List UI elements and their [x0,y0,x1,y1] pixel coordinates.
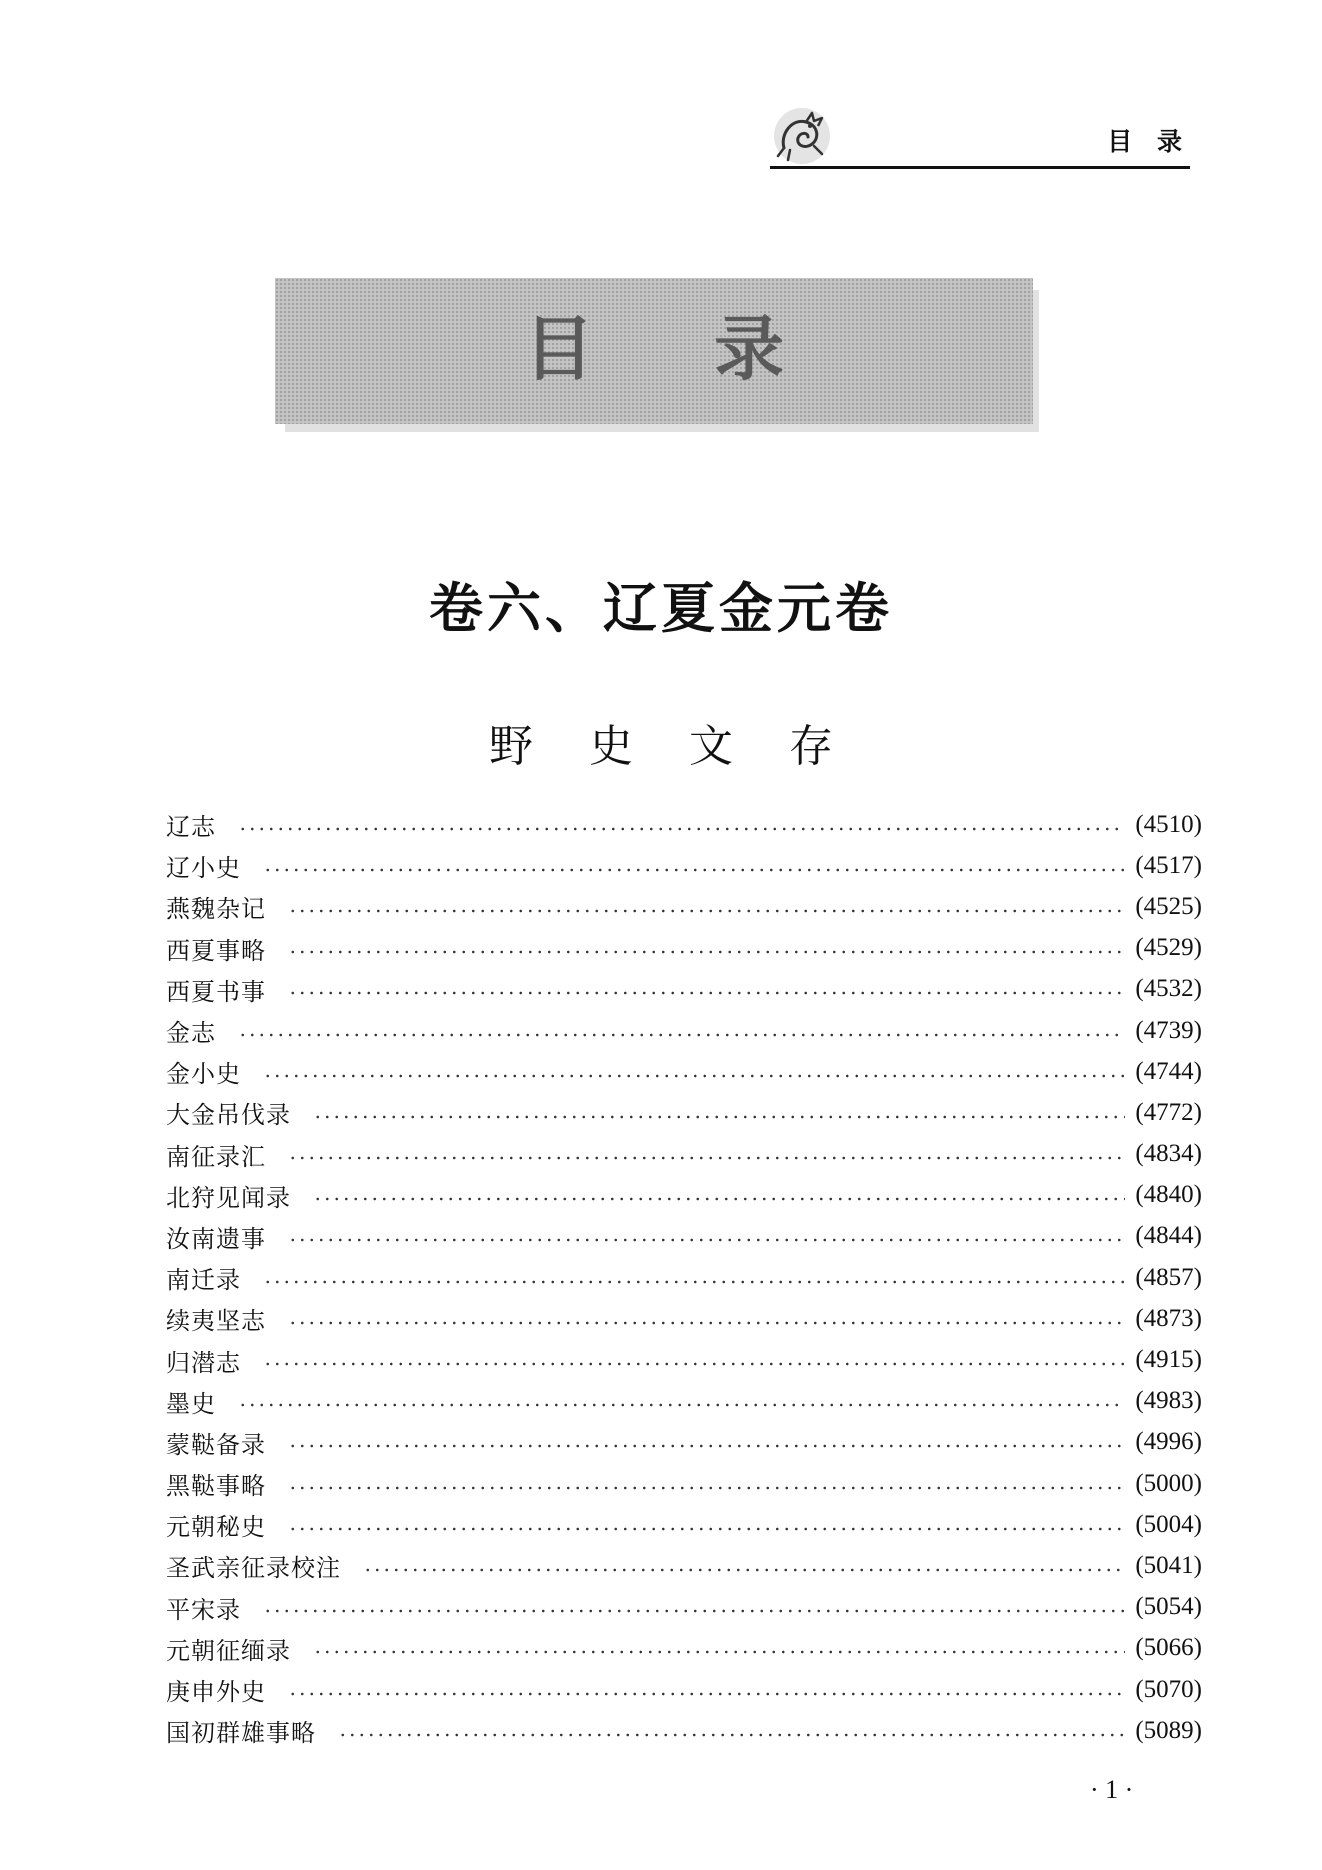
toc-entry[interactable] [166,886,1202,927]
toc-entry-page: (4772) [1135,1098,1202,1126]
header-rule [770,166,1190,169]
dot-leader [288,1444,1125,1448]
toc-entry-title: 南迁录 [166,1266,241,1295]
toc-entry[interactable] [166,969,1202,1010]
page-number: · 1 · [1090,1775,1134,1804]
toc-entry[interactable] [166,1339,1202,1380]
dot-leader [288,1156,1125,1160]
toc-entry-page: (5004) [1135,1510,1202,1538]
toc-entry[interactable] [166,1504,1202,1545]
toc-entry-page: (4739) [1135,1016,1202,1044]
toc-entry-page: (4840) [1135,1181,1202,1209]
toc-entry-page: (4834) [1135,1140,1202,1168]
toc-entry[interactable] [166,1710,1202,1751]
running-header-title: 目 录 [1107,127,1190,156]
toc-entry-title: 圣武亲征录校注 [166,1554,341,1583]
toc-entry-page: (4857) [1135,1263,1202,1291]
toc-entry-title: 归潜志 [166,1348,241,1377]
dot-leader [263,1280,1125,1284]
toc-entry-title: 金小史 [166,1060,241,1089]
dot-leader [238,1033,1125,1037]
toc-entry-page: (4510) [1135,810,1202,838]
dot-leader [288,991,1125,995]
toc-entry-title: 辽小史 [166,854,241,883]
toc-entry[interactable] [166,1422,1202,1463]
dot-leader [313,1650,1125,1654]
toc-entry[interactable] [166,1545,1202,1586]
toc-entry-page: (5054) [1135,1593,1202,1621]
toc-entry[interactable] [166,1257,1202,1298]
toc-entry[interactable] [166,928,1202,969]
toc-entry-title: 西夏事略 [166,936,266,965]
toc-entry[interactable] [166,1381,1202,1422]
toc-entry-title: 西夏书事 [166,977,266,1006]
dot-leader [313,1197,1125,1201]
toc-entry-page: (4844) [1135,1222,1202,1250]
toc-entry-page: (4744) [1135,1057,1202,1085]
toc-entry-title: 南征录汇 [166,1142,266,1171]
toc-entry-title: 国初群雄事略 [166,1719,316,1748]
running-header [770,104,1190,170]
dragon-emblem-icon [770,104,834,168]
dot-leader [238,827,1125,831]
dot-leader [263,1609,1125,1613]
toc-entry-title: 北狩见闻录 [166,1183,291,1212]
toc-entry[interactable] [166,1175,1202,1216]
toc-entry-title: 燕魏杂记 [166,895,266,924]
toc-entry-title: 辽志 [166,813,216,842]
dot-leader [288,1486,1125,1490]
volume-title: 卷六、辽夏金元卷 [429,577,893,640]
toc-entry-page: (5070) [1135,1675,1202,1703]
toc-entry[interactable] [166,1628,1202,1669]
dot-leader [288,909,1125,913]
toc-entry[interactable] [166,845,1202,886]
dot-leader [288,1692,1125,1696]
toc-entry[interactable] [166,1051,1202,1092]
toc-entry-title: 黑鞑事略 [166,1472,266,1501]
toc-entry-page: (5089) [1135,1716,1202,1744]
toc-entry-page: (4517) [1135,851,1202,879]
toc-entry-title: 蒙鞑备录 [166,1430,266,1459]
toc-entry[interactable] [166,1216,1202,1257]
toc-entry-page: (4525) [1135,892,1202,920]
dot-leader [238,1403,1125,1407]
dot-leader [338,1733,1125,1737]
toc-entry-title: 大金吊伐录 [166,1101,291,1130]
section-title: 野史文存 [489,721,889,772]
toc-entry[interactable] [166,1587,1202,1628]
toc-entry-page: (4532) [1135,975,1202,1003]
banner-title: 目录 [524,307,904,390]
toc-entry-page: (5066) [1135,1634,1202,1662]
toc-entry-page: (4996) [1135,1428,1202,1456]
dot-leader [313,1115,1125,1119]
toc-entry[interactable] [166,1463,1202,1504]
toc-entry-title: 汝南遗事 [166,1224,266,1253]
title-banner [275,278,1033,424]
toc-entry-page: (4915) [1135,1346,1202,1374]
toc-entry[interactable] [166,1134,1202,1175]
toc-entry[interactable] [166,1669,1202,1710]
table-of-contents [166,804,1202,1751]
toc-entry[interactable] [166,804,1202,845]
toc-entry[interactable] [166,1010,1202,1051]
toc-entry-page: (4873) [1135,1304,1202,1332]
dot-leader [263,1074,1125,1078]
toc-entry-title: 平宋录 [166,1595,241,1624]
toc-entry-title: 元朝征缅录 [166,1636,291,1665]
toc-entry-title: 续夷坚志 [166,1307,266,1336]
dot-leader [288,1527,1125,1531]
toc-entry-page: (5041) [1135,1551,1202,1579]
dot-leader [288,1238,1125,1242]
dot-leader [288,950,1125,954]
toc-entry[interactable] [166,1092,1202,1133]
toc-entry-title: 元朝秘史 [166,1513,266,1542]
toc-entry-page: (4529) [1135,934,1202,962]
dot-leader [263,868,1125,872]
dot-leader [288,1321,1125,1325]
toc-entry-page: (5000) [1135,1469,1202,1497]
toc-entry-page: (4983) [1135,1387,1202,1415]
dot-leader [363,1568,1125,1572]
toc-entry-title: 庚申外史 [166,1678,266,1707]
toc-entry[interactable] [166,1298,1202,1339]
toc-entry-title: 墨史 [166,1389,216,1418]
dot-leader [263,1362,1125,1366]
toc-entry-title: 金志 [166,1019,216,1048]
